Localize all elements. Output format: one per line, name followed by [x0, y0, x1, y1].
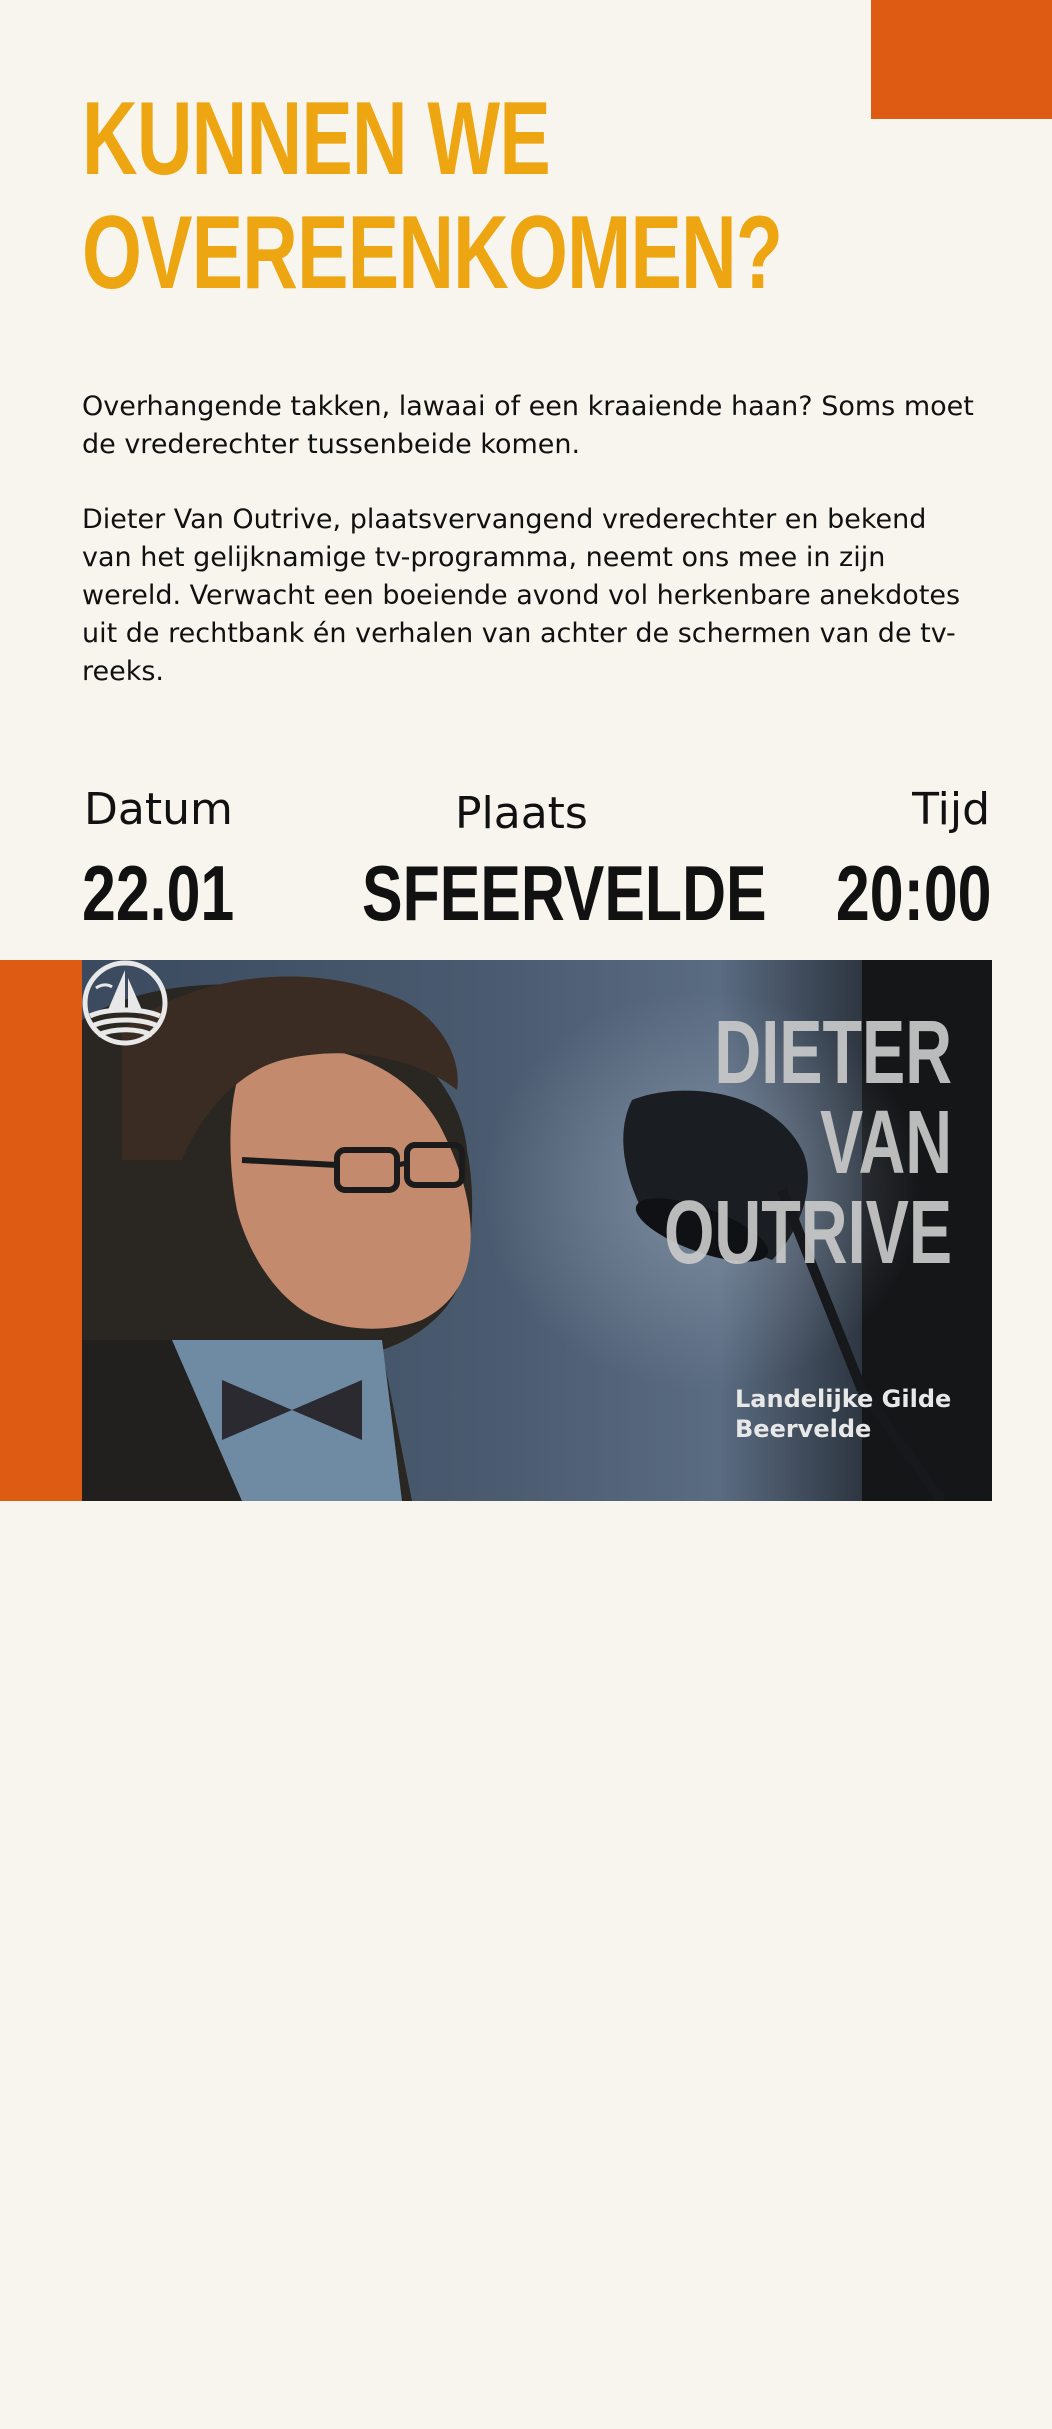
headline-line-2: OVEREENKOMEN?: [82, 195, 783, 311]
speaker-name-line-1: DIETER: [714, 1003, 952, 1103]
place-label: Plaats: [455, 788, 588, 839]
date-value: 22.01: [82, 849, 235, 937]
organizer-name: [735, 1384, 951, 1444]
gratis-strip: [0, 960, 82, 2429]
intro-paragraph-1: Overhangende takken, lawaai of een kraaiende haan? Soms moet de vrederechter tussenbeide komen.: [82, 391, 974, 460]
speaker-name: [663, 1003, 952, 1283]
intro-text: [82, 388, 982, 728]
place-value: SFEERVELDE: [362, 849, 767, 937]
organizer-name-line-1: Landelijke Gilde: [735, 1385, 952, 1413]
time-label: Tijd: [912, 784, 990, 835]
headline: [82, 82, 782, 310]
gratis-badge: GRATIS: [5, 1951, 77, 2429]
landelijke-gilde-logo-icon: [82, 960, 168, 1046]
intro-paragraph-2: Dieter Van Outrive, plaatsvervangend vrederechter en bekend van het gelijknamige tv-programma, neemt ons mee in zijn wereld. Verwacht een boeiende avond vol herkenbare anekdotes uit de rechtbank én verhalen van achter de schermen van de tv-reeks.: [82, 504, 961, 687]
organizer-name-line-2: Beervelde: [735, 1415, 872, 1443]
speaker-name-line-3: OUTRIVE: [663, 1183, 952, 1283]
headline-line-1: KUNNEN WE: [82, 81, 550, 197]
speaker-name-line-2: VAN: [819, 1093, 952, 1193]
time-value: 20:00: [835, 849, 991, 937]
date-label: Datum: [84, 784, 233, 835]
corner-accent-block: [871, 0, 1052, 119]
speaker-photo: [82, 960, 992, 1501]
